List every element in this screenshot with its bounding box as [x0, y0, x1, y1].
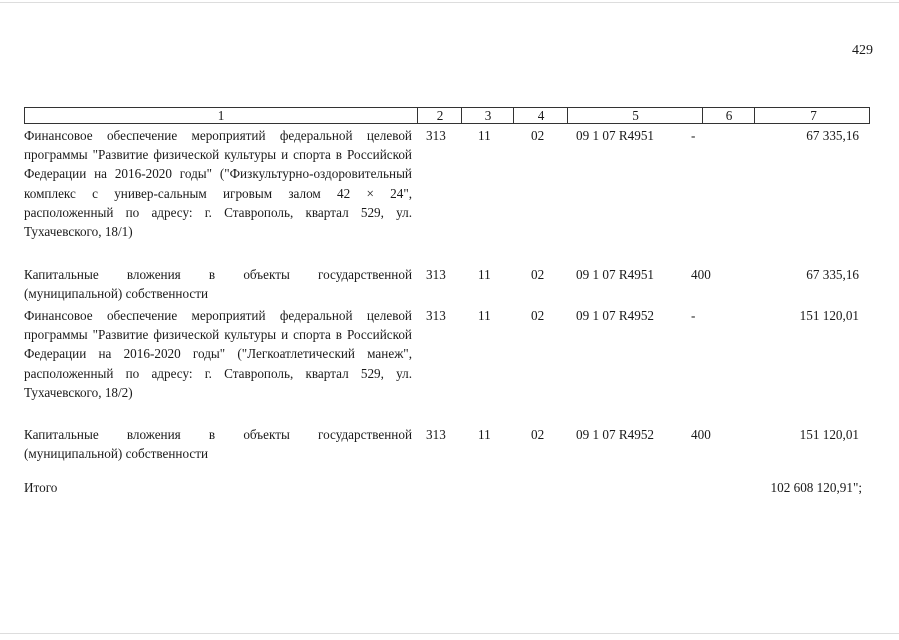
cell-amount: 67 335,16 — [806, 267, 859, 282]
cell-col-4: 02 — [531, 128, 545, 143]
cell-col-2: 313 — [426, 267, 446, 282]
cell-col-5: 09 1 07 R4951 — [576, 267, 655, 282]
cell-col-4: 02 — [531, 308, 545, 323]
cell-col-6: - — [691, 308, 696, 323]
row-description: Финансовое обеспечение мероприятий федеральной целевой программы "Развитие физической культуры и спорта в Российской Федерации на 2016-2020 годы" ("Физкультурно-оздоровительный комплекс с универ-сальным игровым залом 42 × 24", расположенный по адресу: г. Ставрополь, квартал 529, ул. Тухачевского, 18/1) — [24, 128, 412, 240]
cell-col-2: 313 — [426, 308, 446, 323]
cell-col-5: 09 1 07 R4952 — [576, 308, 655, 323]
column-header-5: 5 — [567, 108, 703, 123]
cell-col-3: 11 — [478, 128, 491, 143]
total-value: 102 608 120,91"; — [770, 480, 862, 495]
column-header-4: 4 — [513, 108, 568, 123]
cell-col-6: 400 — [691, 267, 711, 282]
cell-amount: 67 335,16 — [806, 128, 859, 143]
cell-col-3: 11 — [478, 308, 491, 323]
page-number: 429 — [852, 43, 873, 58]
cell-col-5: 09 1 07 R4952 — [576, 427, 655, 442]
cell-amount: 151 120,01 — [799, 427, 859, 442]
row-description: Капитальные вложения в объекты государственной (муниципальной) собственности — [24, 427, 412, 462]
column-header-7: 7 — [754, 108, 872, 123]
cell-col-5: 09 1 07 R4951 — [576, 128, 655, 143]
cell-col-2: 313 — [426, 128, 446, 143]
row-description: Капитальные вложения в объекты государственной (муниципальной) собственности — [24, 267, 412, 302]
column-header-3: 3 — [461, 108, 514, 123]
table-header — [24, 107, 870, 124]
cell-col-2: 313 — [426, 427, 446, 442]
column-header-6: 6 — [702, 108, 755, 123]
cell-col-6: - — [691, 128, 696, 143]
total-label: Итого — [24, 480, 58, 495]
column-header-2: 2 — [417, 108, 462, 123]
cell-col-4: 02 — [531, 267, 545, 282]
row-description: Финансовое обеспечение мероприятий федеральной целевой программы "Развитие физической культуры и спорта в Российской Федерации на 2016-2020 годы" ("Легкоатлетический манеж", расположенный по адресу: г. Ставрополь, квартал 529, ул. Тухачевского, 18/2) — [24, 308, 412, 400]
column-header-1: 1 — [217, 108, 225, 123]
cell-col-3: 11 — [478, 267, 491, 282]
cell-col-4: 02 — [531, 427, 545, 442]
scan-bottom-edge — [0, 633, 899, 634]
cell-col-3: 11 — [478, 427, 491, 442]
scan-top-edge — [0, 2, 899, 3]
cell-amount: 151 120,01 — [799, 308, 859, 323]
cell-col-6: 400 — [691, 427, 711, 442]
